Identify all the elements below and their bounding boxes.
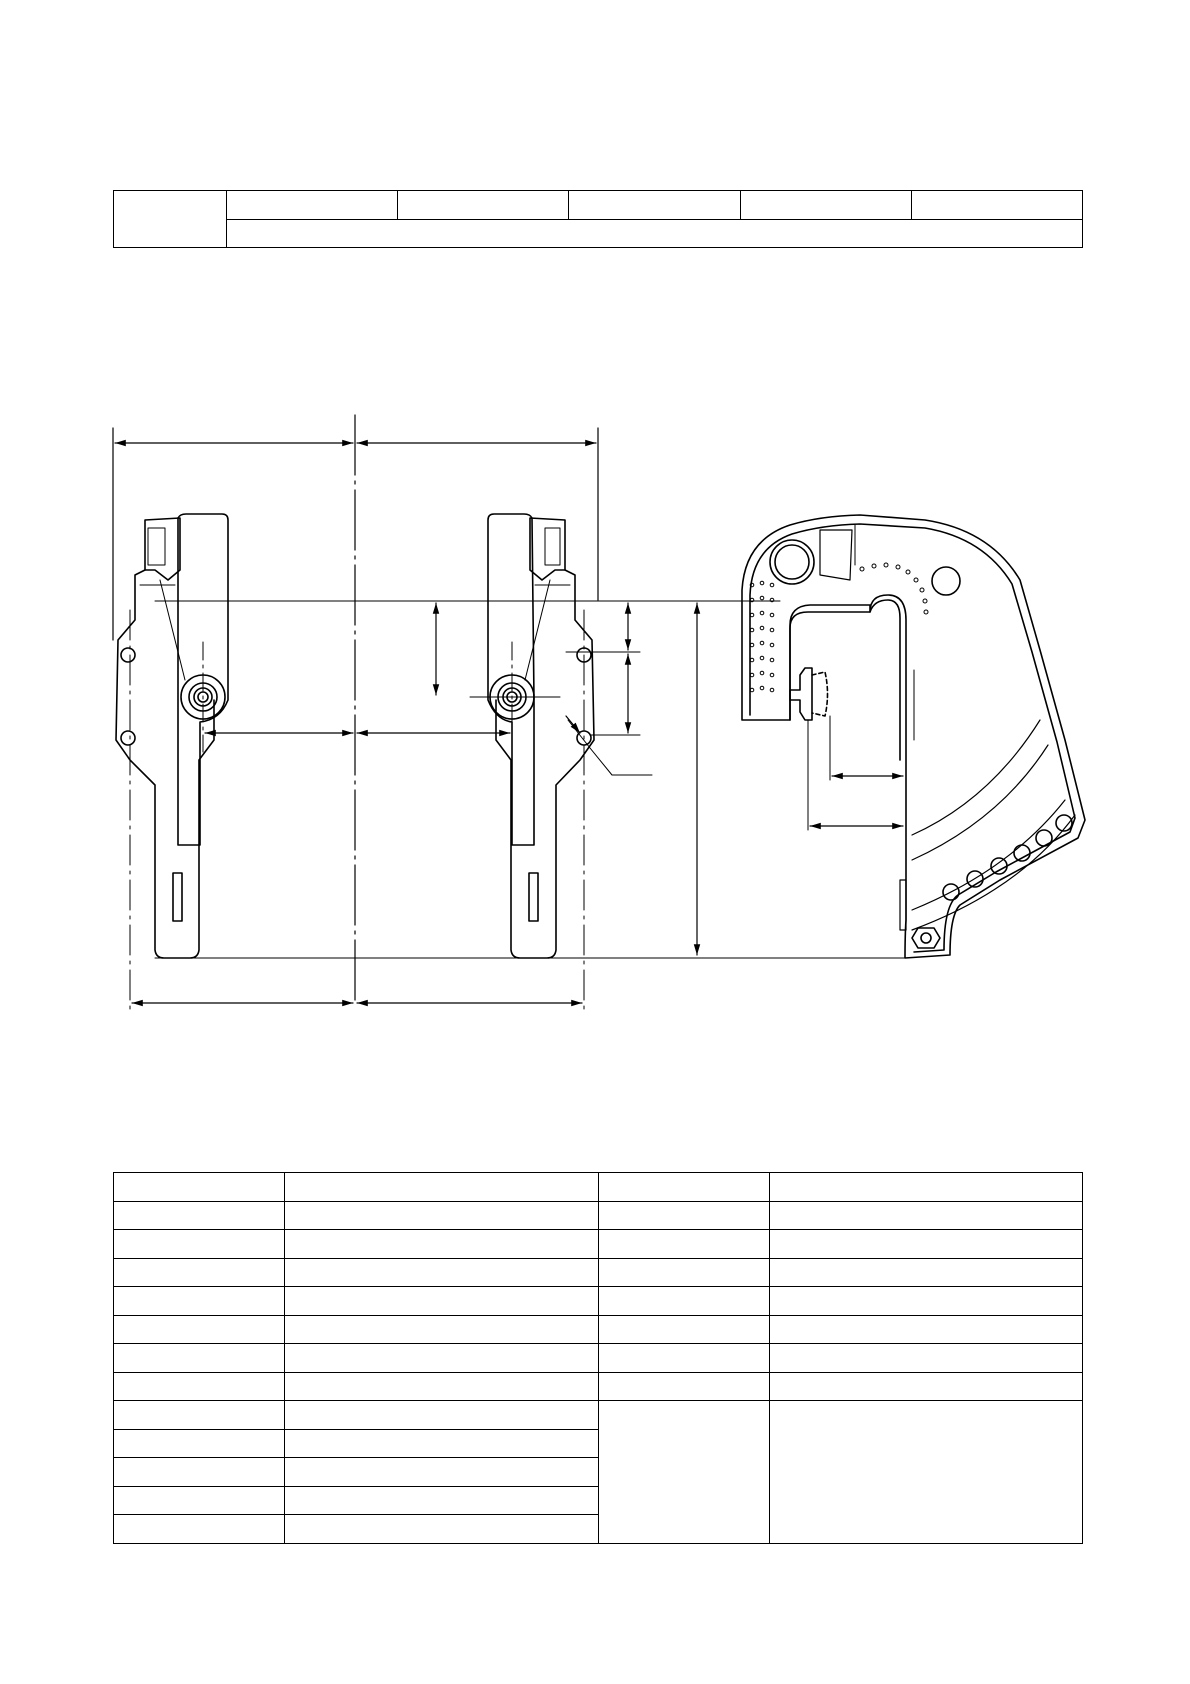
- table-row: [114, 1344, 1083, 1373]
- table-row: [114, 1173, 1083, 1202]
- side-view: [742, 515, 1085, 958]
- table-row: [114, 1201, 1083, 1230]
- table-row: [114, 1401, 1083, 1430]
- rear-view: [488, 514, 594, 1010]
- merged-cell: [599, 1401, 770, 1544]
- spec-table: [113, 1172, 1083, 1544]
- front-view: [116, 514, 228, 1010]
- merged-cell: [770, 1401, 1083, 1544]
- table-row: [114, 1315, 1083, 1344]
- table-row: [114, 1230, 1083, 1259]
- table-row: [114, 1372, 1083, 1401]
- table-row: [114, 1258, 1083, 1287]
- table-row: [114, 1287, 1083, 1316]
- middle-dimension-lines: [132, 601, 905, 1003]
- dotted-jaw: [750, 581, 774, 692]
